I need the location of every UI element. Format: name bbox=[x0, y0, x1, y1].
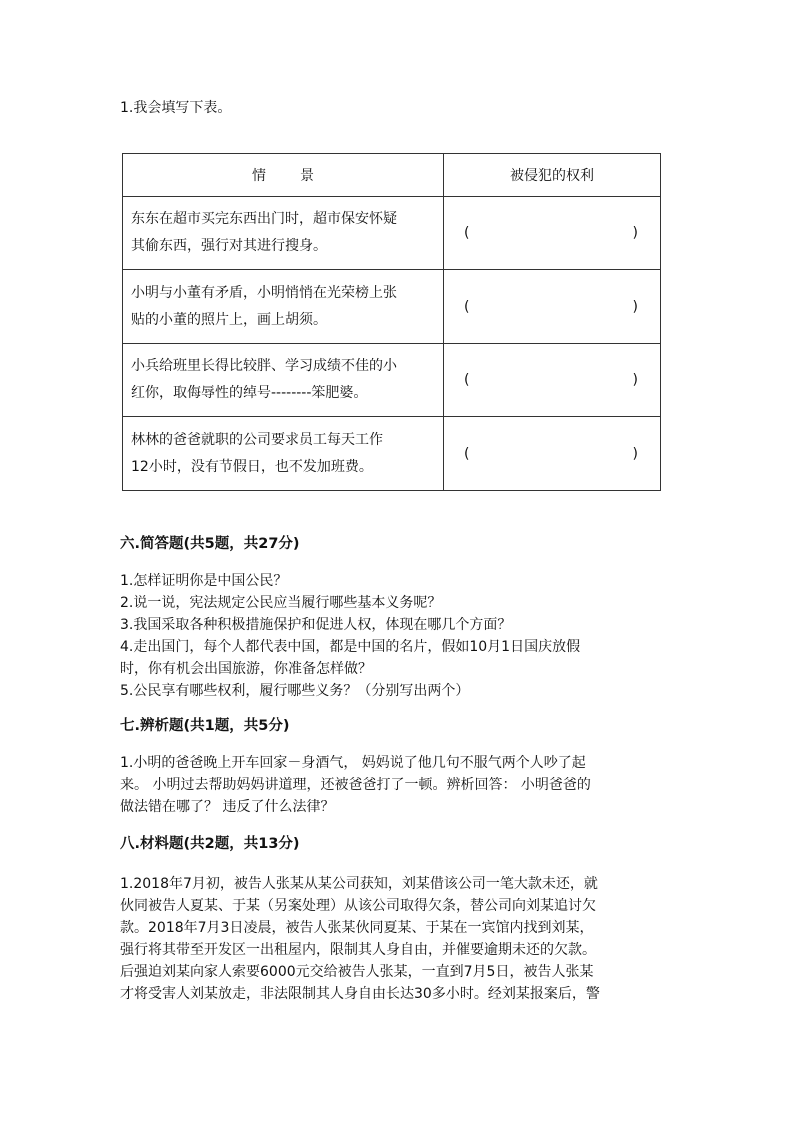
answer-cell[interactable] bbox=[444, 417, 661, 491]
section-6-line: 时，你有机会出国旅游，你准备怎样做？ bbox=[120, 661, 372, 677]
section-8-line: 强行将其带至开发区一出租屋内，限制其人身自由，并催要逾期未还的欠款。 bbox=[120, 942, 596, 958]
answer-cell[interactable] bbox=[444, 344, 661, 417]
section-8-title: 八.材料题(共2题，共13分) bbox=[120, 836, 300, 852]
scene-line: 林林的爸爸就职的公司要求员工每天工作 bbox=[131, 431, 383, 448]
section-8-line: 款。2018年7月3日凌晨，被告人张某伙同夏某、于某在一宾馆内找到刘某， bbox=[120, 920, 594, 936]
scene-line: 其偷东西，强行对其进行搜身。 bbox=[131, 238, 327, 254]
table-header-row bbox=[123, 154, 661, 197]
paren-open: ( bbox=[464, 298, 470, 315]
table-row bbox=[123, 344, 661, 417]
scene-line: 贴的小董的照片上，画上胡须。 bbox=[131, 311, 327, 328]
paren-open: ( bbox=[464, 225, 470, 241]
scene-line: 12小时，没有节假日，也不发加班费。 bbox=[131, 458, 373, 475]
scene-line: 小兵给班里长得比较胖、学习成绩不佳的小 bbox=[131, 358, 397, 374]
section-8-line: 才将受害人刘某放走，非法限制其人身自由长达30多小时。经刘某报案后，警 bbox=[120, 986, 600, 1002]
paren-close: ) bbox=[632, 225, 638, 241]
section-6-title: 六.简答题(共5题，共27分) bbox=[120, 536, 300, 552]
paren-close: ) bbox=[632, 372, 638, 388]
scene-line: 东东在超市买完东西出门时，超市保安怀疑 bbox=[131, 211, 397, 227]
question-1-title: 1.我会填写下表。 bbox=[120, 100, 232, 116]
paren-open: ( bbox=[464, 445, 470, 462]
scene-cell bbox=[123, 344, 444, 417]
answer-cell[interactable] bbox=[444, 197, 661, 270]
section-6-line: 1.怎样证明你是中国公民？ bbox=[120, 573, 288, 589]
scene-line: 红你，取侮辱性的绰号--------笨肥婆。 bbox=[131, 385, 368, 401]
section-6-line: 5.公民享有哪些权利，履行哪些义务？（分别写出两个） bbox=[120, 683, 470, 699]
scene-cell bbox=[123, 417, 444, 491]
table-row bbox=[123, 270, 661, 344]
scene-cell bbox=[123, 270, 444, 344]
header-scene bbox=[123, 154, 444, 197]
section-7-line: 来。 小明过去帮助妈妈讲道理，还被爸爸打了一顿。辨析回答： 小明爸爸的 bbox=[120, 777, 591, 793]
scene-line: 小明与小董有矛盾，小明悄悄在光荣榜上张 bbox=[131, 284, 397, 301]
section-6-line: 4.走出国门，每个人都代表中国，都是中国的名片，假如10月1日国庆放假 bbox=[120, 639, 581, 655]
table-row bbox=[123, 417, 661, 491]
section-6-line: 2.说一说，宪法规定公民应当履行哪些基本义务呢？ bbox=[120, 595, 442, 611]
header-scene-left: 情 bbox=[252, 168, 266, 184]
header-scene-right: 景 bbox=[300, 168, 314, 184]
section-7-line: 1.小明的爸爸晚上开车回家－身酒气， 妈妈说了他几句不服气两个人吵了起 bbox=[120, 755, 586, 771]
section-8-line: 1.2018年7月初，被告人张某从某公司获知，刘某借该公司一笔大款未还，就 bbox=[120, 876, 598, 892]
paren-close: ) bbox=[632, 445, 638, 462]
section-8-line: 伙同被告人夏某、于某（另案处理）从该公司取得欠条，替公司向刘某追讨欠 bbox=[120, 898, 596, 914]
table-row bbox=[123, 197, 661, 270]
paren-open: ( bbox=[464, 372, 470, 388]
scene-cell bbox=[123, 197, 444, 270]
rights-table bbox=[122, 153, 661, 491]
section-6-line: 3.我国采取各种积极措施保护和促进人权，体现在哪几个方面？ bbox=[120, 617, 512, 633]
header-violated-right: 被侵犯的权利 bbox=[444, 154, 661, 197]
section-7-title: 七.辨析题(共1题，共5分) bbox=[120, 718, 290, 734]
paren-close: ) bbox=[632, 298, 638, 315]
answer-cell[interactable] bbox=[444, 270, 661, 344]
section-7-line: 做法错在哪了？ 违反了什么法律？ bbox=[120, 799, 335, 815]
section-8-line: 后强迫刘某向家人索要6000元交给被告人张某，一直到7月5日，被告人张某 bbox=[120, 964, 594, 980]
